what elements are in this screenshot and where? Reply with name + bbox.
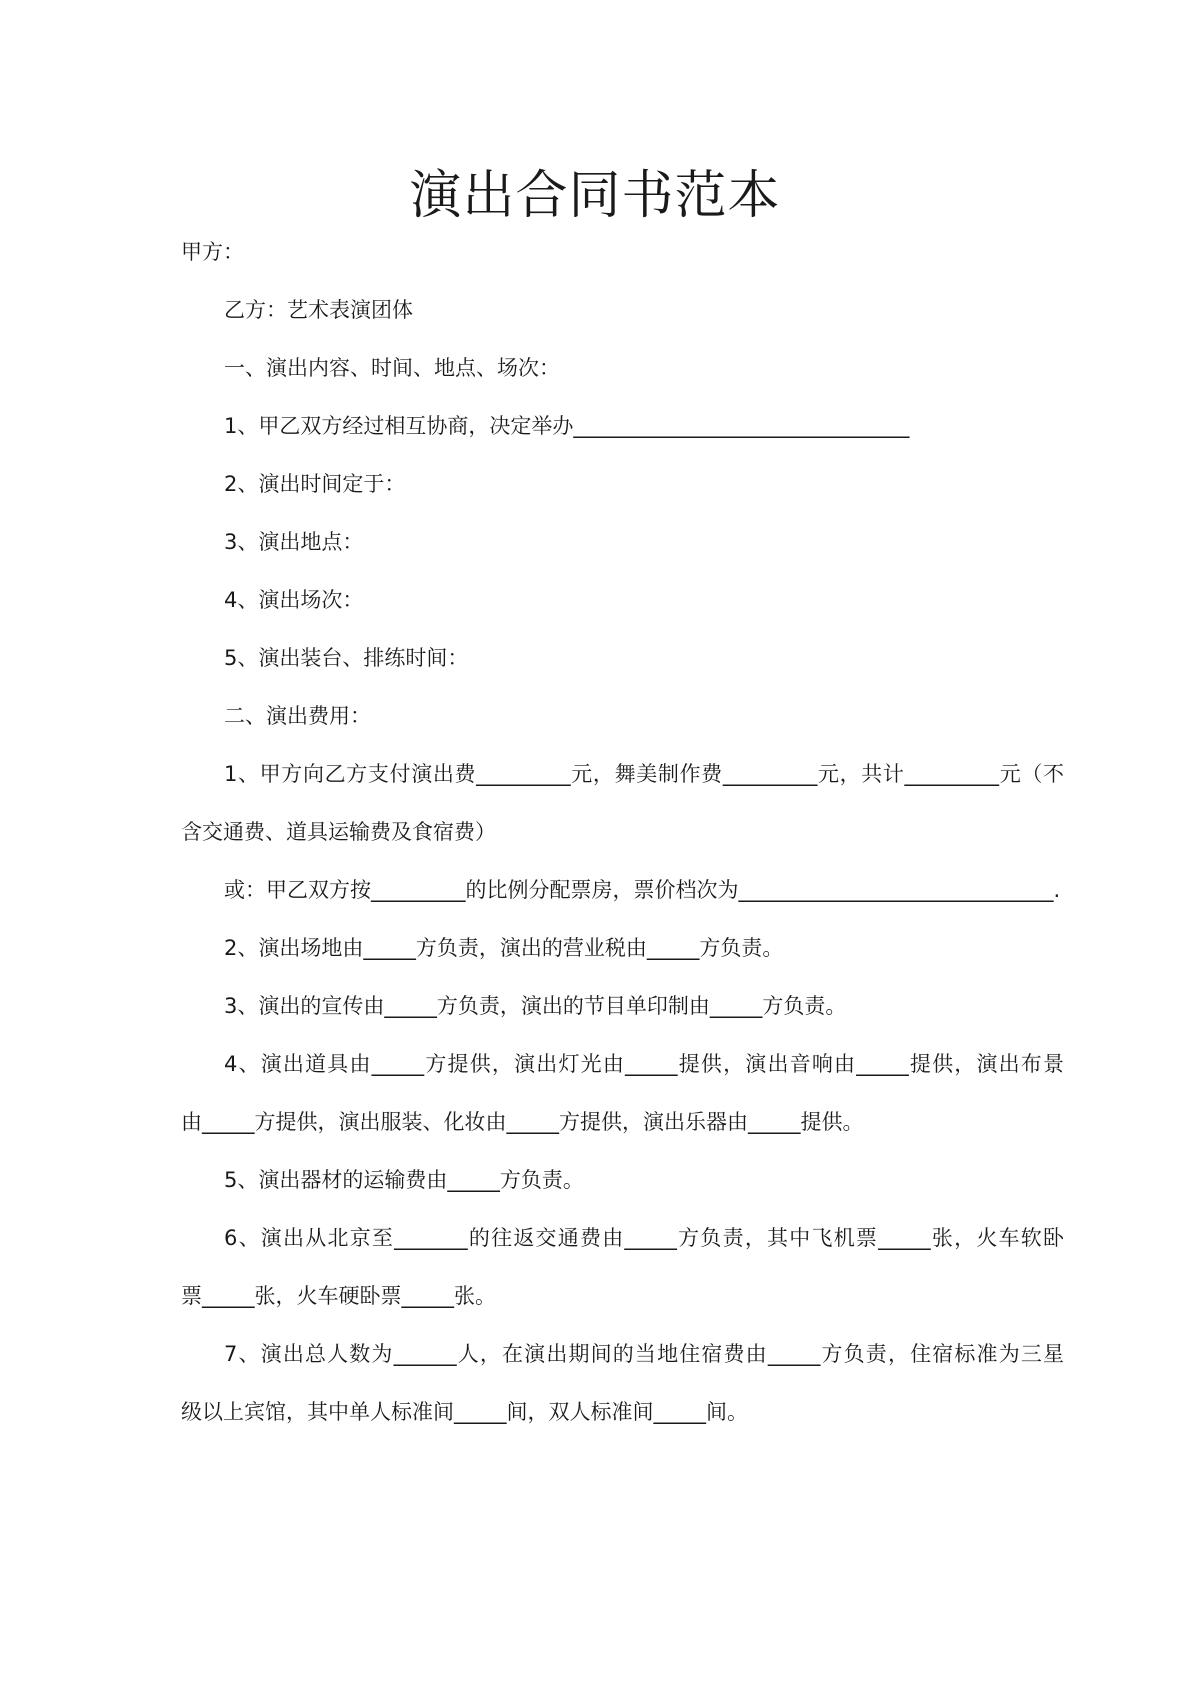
page-title: 演出合同书范本 bbox=[409, 166, 781, 226]
clause-2-4-line-1: 4、演出道具由_____方提供，演出灯光由_____提供，演出音响由_____提供，演出布景 bbox=[224, 1052, 1064, 1076]
clause-2-5: 5、演出器材的运输费由_____方负责。 bbox=[224, 1168, 584, 1192]
clause-1-3: 3、演出地点： bbox=[224, 530, 364, 554]
clause-2-1-line-2: 含交通费、道具运输费及食宿费） bbox=[181, 820, 496, 844]
clause-2-6-line-1: 6、演出从北京至_______的往返交通费由_____方负责，其中飞机票_____张，火车软卧 bbox=[224, 1226, 1064, 1250]
clause-2-6-line-2: 票_____张，火车硬卧票_____张。 bbox=[181, 1284, 496, 1308]
section-2-heading: 二、演出费用： bbox=[224, 704, 371, 728]
clause-2-2: 2、演出场地由_____方负责，演出的营业税由_____方负责。 bbox=[224, 936, 784, 960]
clause-2-7-line-1: 7、演出总人数为______人，在演出期间的当地住宿费由_____方负责，住宿标准为三星 bbox=[224, 1342, 1064, 1366]
clause-2-7-line-2: 级以上宾馆，其中单人标准间_____间，双人标准间_____间。 bbox=[181, 1400, 748, 1424]
clause-2-1-alternative: 或：甲乙双方按_________的比例分配票房，票价档次为______________________________. bbox=[224, 878, 1061, 902]
clause-2-4-line-2: 由_____方提供，演出服装、化妆由_____方提供，演出乐器由_____提供。 bbox=[181, 1110, 864, 1134]
clause-2-3: 3、演出的宣传由_____方负责，演出的节目单印制由_____方负责。 bbox=[224, 994, 847, 1018]
party-b-line: 乙方：艺术表演团体 bbox=[224, 298, 413, 322]
clause-1-1: 1、甲乙双方经过相互协商，决定举办________________________________ bbox=[224, 414, 910, 438]
clause-1-2: 2、演出时间定于： bbox=[224, 472, 406, 496]
party-a-line: 甲方： bbox=[181, 240, 244, 264]
clause-2-1-line-1: 1、甲方向乙方支付演出费_________元，舞美制作费_________元，共计_________元（不 bbox=[224, 762, 1064, 786]
clause-1-4: 4、演出场次： bbox=[224, 588, 364, 612]
section-1-heading: 一、演出内容、时间、地点、场次： bbox=[224, 356, 560, 380]
clause-1-5: 5、演出装台、排练时间： bbox=[224, 646, 469, 670]
